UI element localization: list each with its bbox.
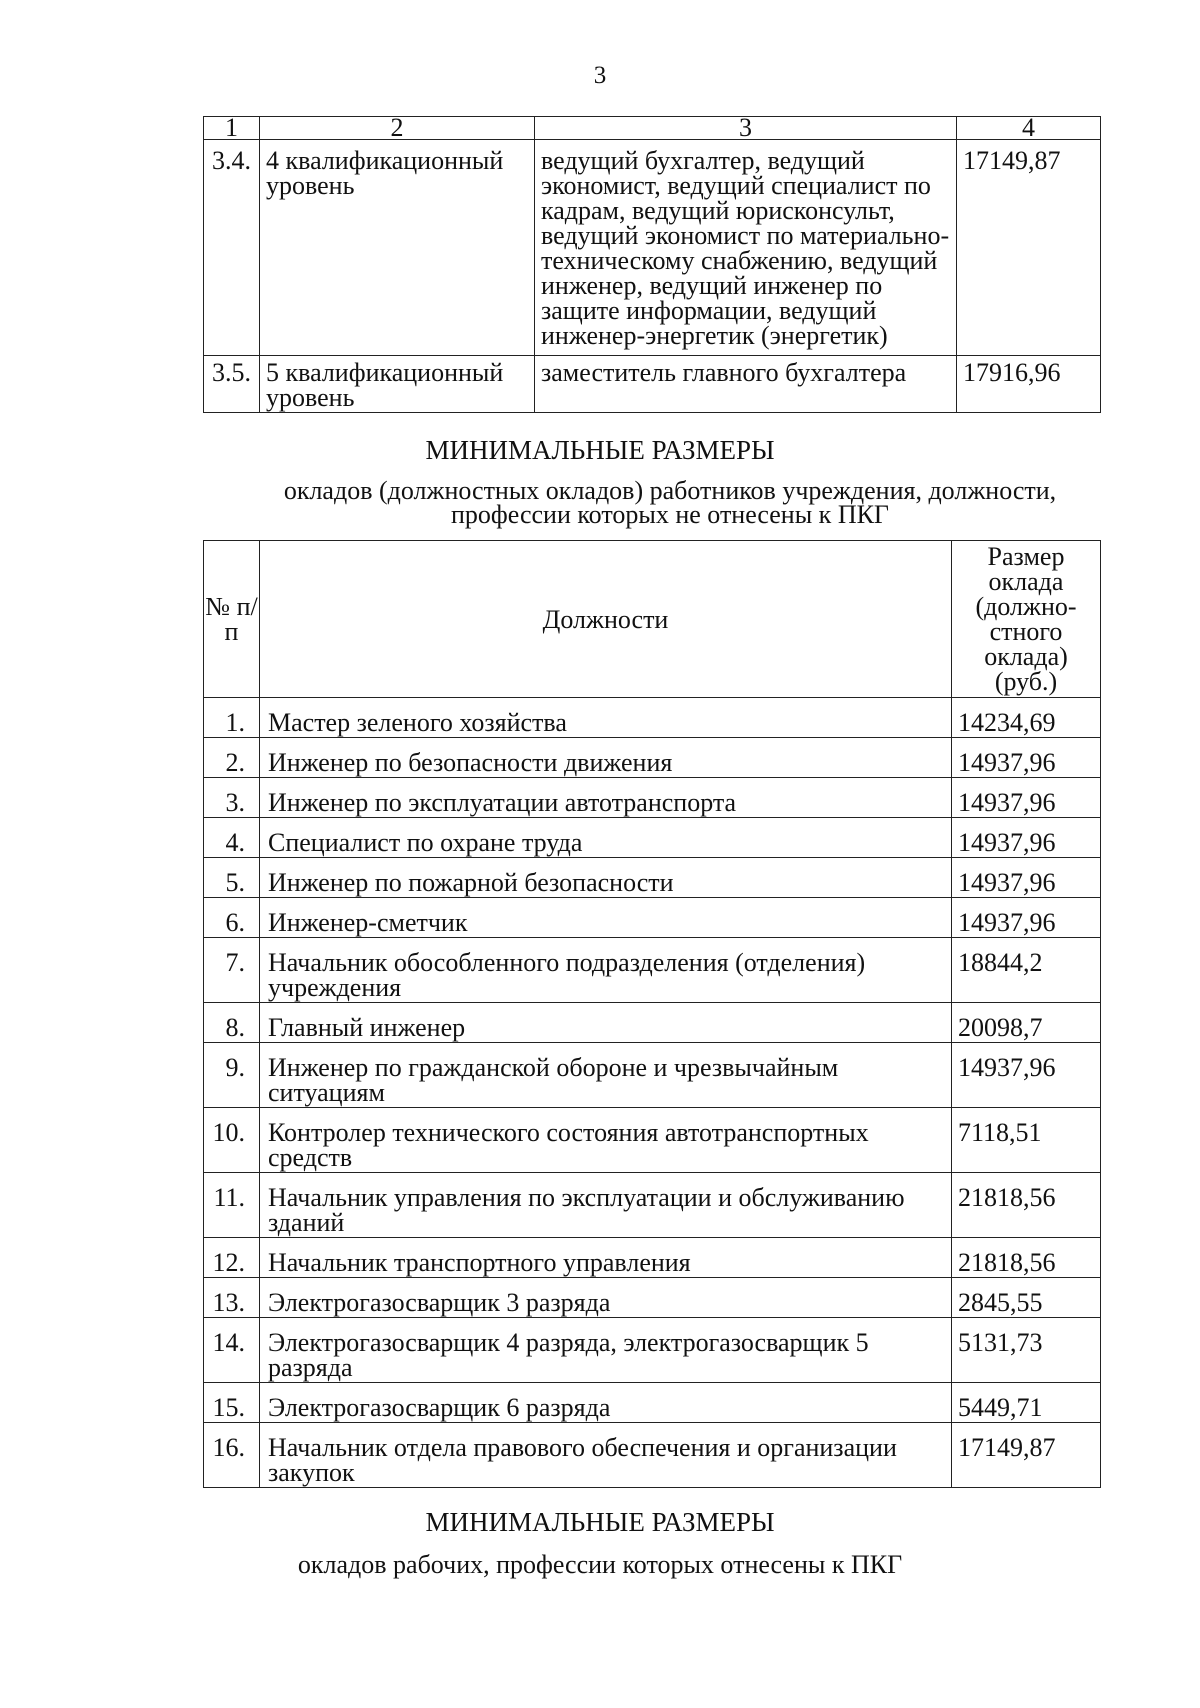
row-number: 3.4. <box>204 140 260 356</box>
table-row <box>204 1278 1101 1318</box>
salary-value: 7118,51 <box>952 1108 1101 1173</box>
row-number: 9. <box>204 1043 260 1108</box>
table-row <box>204 1043 1101 1108</box>
position-name: Начальник транспортного управления <box>260 1238 952 1278</box>
column-header-salary: Размер оклада (должно-стного оклада) (руб.) <box>952 541 1101 698</box>
salary-value: 17149,87 <box>952 1423 1101 1488</box>
table-row <box>204 1238 1101 1278</box>
row-number: 4. <box>204 818 260 858</box>
position-name: Инженер по гражданской обороне и чрезвычайным ситуациям <box>260 1043 952 1108</box>
row-number: 14. <box>204 1318 260 1383</box>
table-row <box>204 898 1101 938</box>
qualification-level: 5 квалификационный уровень <box>260 356 535 413</box>
table-row <box>204 818 1101 858</box>
salary-value: 17149,87 <box>957 140 1101 356</box>
row-number: 1. <box>204 698 260 738</box>
salary-table <box>203 540 1101 1488</box>
table-row <box>204 778 1101 818</box>
page-number: 3 <box>593 62 607 89</box>
position-name: Электрогазосварщик 4 разряда, электрогазосварщик 5 разряда <box>260 1318 952 1383</box>
position-name: Начальник управления по эксплуатации и обслуживанию зданий <box>260 1173 952 1238</box>
qualification-table <box>203 113 1101 413</box>
row-number: 2. <box>204 738 260 778</box>
row-number: 15. <box>204 1383 260 1423</box>
table-row <box>204 698 1101 738</box>
salary-value: 14937,96 <box>952 898 1101 938</box>
row-number: 6. <box>204 898 260 938</box>
row-number: 3. <box>204 778 260 818</box>
row-number: 7. <box>204 938 260 1003</box>
row-number: 16. <box>204 1423 260 1488</box>
salary-table-body <box>204 698 1101 1488</box>
salary-value: 14937,96 <box>952 818 1101 858</box>
row-number: 12. <box>204 1238 260 1278</box>
row-number: 11. <box>204 1173 260 1238</box>
header-cell: 1 <box>204 117 260 140</box>
qualification-level: 4 квалификационный уровень <box>260 140 535 356</box>
table-row <box>204 1003 1101 1043</box>
position-name: Инженер по пожарной безопасности <box>260 858 952 898</box>
table-row <box>204 356 1101 413</box>
position-name: Электрогазосварщик 3 разряда <box>260 1278 952 1318</box>
table-row <box>204 1423 1101 1488</box>
salary-value: 14937,96 <box>952 1043 1101 1108</box>
positions-list: ведущий бухгалтер, ведущий экономист, ведущий специалист по кадрам, ведущий юрисконсульт, ведущий экономист по материально-техническому снабжению, ведущий инженер, ведущий инженер по защите информации, ведущий инженер-энергетик (энергетик) <box>535 140 957 356</box>
table-header-row <box>204 117 1101 140</box>
salary-value: 18844,2 <box>952 938 1101 1003</box>
header-cell: 2 <box>260 117 535 140</box>
position-name: Главный инженер <box>260 1003 952 1043</box>
salary-value: 14937,96 <box>952 778 1101 818</box>
table-header-row <box>204 541 1101 698</box>
salary-value: 14937,96 <box>952 738 1101 778</box>
section-title: МИНИМАЛЬНЫЕ РАЗМЕРЫ <box>425 1507 775 1537</box>
table-row <box>204 1173 1101 1238</box>
row-number: 5. <box>204 858 260 898</box>
positions-list: заместитель главного бухгалтера <box>535 356 957 413</box>
position-name: Электрогазосварщик 6 разряда <box>260 1383 952 1423</box>
row-number: 3.5. <box>204 356 260 413</box>
position-name: Мастер зеленого хозяйства <box>260 698 952 738</box>
position-name: Специалист по охране труда <box>260 818 952 858</box>
position-name: Инженер по эксплуатации автотранспорта <box>260 778 952 818</box>
table-row <box>204 738 1101 778</box>
row-number: 10. <box>204 1108 260 1173</box>
row-number: 8. <box>204 1003 260 1043</box>
table-row <box>204 858 1101 898</box>
table-row <box>204 1108 1101 1173</box>
position-name: Инженер-сметчик <box>260 898 952 938</box>
table-row <box>204 1318 1101 1383</box>
header-cell: 3 <box>535 117 957 140</box>
salary-value: 20098,7 <box>952 1003 1101 1043</box>
section-subtitle-line2: профессии которых не отнесены к ПКГ <box>451 500 889 529</box>
salary-value: 5449,71 <box>952 1383 1101 1423</box>
table-row <box>204 938 1101 1003</box>
header-cell: 4 <box>957 117 1101 140</box>
salary-value: 2845,55 <box>952 1278 1101 1318</box>
salary-value: 5131,73 <box>952 1318 1101 1383</box>
salary-value: 17916,96 <box>957 356 1101 413</box>
position-name: Инженер по безопасности движения <box>260 738 952 778</box>
table-row <box>204 140 1101 356</box>
position-name: Начальник обособленного подразделения (отделения) учреждения <box>260 938 952 1003</box>
salary-value: 21818,56 <box>952 1173 1101 1238</box>
position-name: Начальник отдела правового обеспечения и организации закупок <box>260 1423 952 1488</box>
section-subtitle: окладов рабочих, профессии которых отнесены к ПКГ <box>297 1550 903 1579</box>
salary-value: 14937,96 <box>952 858 1101 898</box>
salary-value: 21818,56 <box>952 1238 1101 1278</box>
row-number: 13. <box>204 1278 260 1318</box>
column-header-number: № п/п <box>204 541 260 698</box>
column-header-position: Должности <box>260 541 952 698</box>
table-row <box>204 1383 1101 1423</box>
salary-value: 14234,69 <box>952 698 1101 738</box>
section-title: МИНИМАЛЬНЫЕ РАЗМЕРЫ <box>425 435 775 465</box>
section-subtitle-line1: окладов (должностных окладов) работников учреждения, должности, <box>283 476 1057 505</box>
position-name: Контролер технического состояния автотранспортных средств <box>260 1108 952 1173</box>
